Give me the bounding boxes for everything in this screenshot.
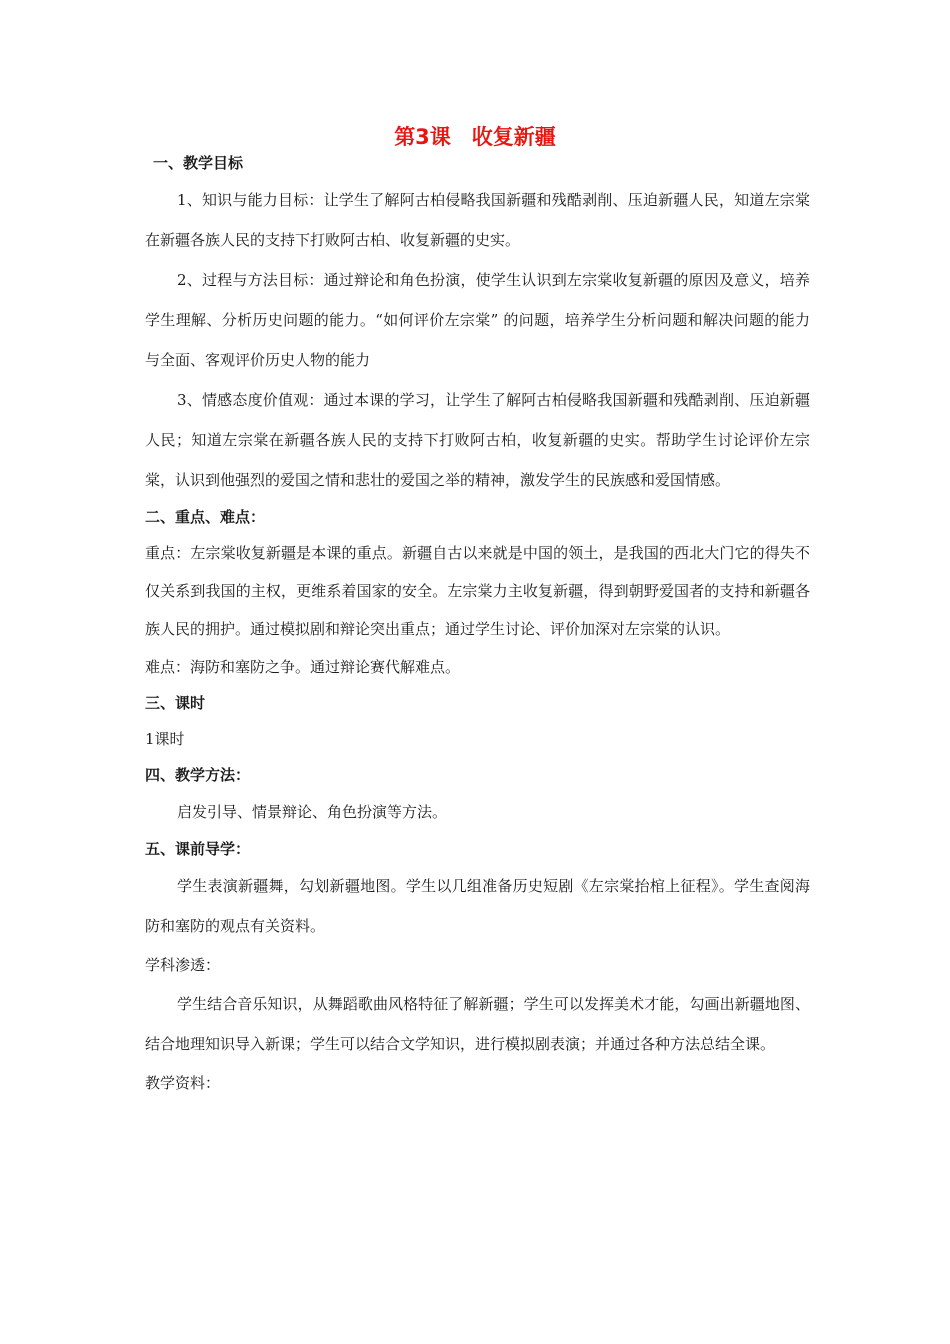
methods-paragraph: 启发引导、情景辩论、角色扮演等方法。 (177, 803, 448, 821)
key-point-paragraph: 重点：左宗棠收复新疆是本课的重点。新疆自古以来就是中国的领土，是我国的西北大门它的得失不仅关系到我国的主权，更维系着国家的安全。左宗棠力主收复新疆，得到朝野爱国者的支持和新疆各族人民的拥护。通过模拟剧和辩论突出重点；通过学生讨论、评价加深对左宗棠的认识。 (145, 544, 810, 638)
objective-knowledge: 1、知识与能力目标：让学生了解阿古柏侵略我国新疆和残酷剥削、压迫新疆人民，知道左宗棠在新疆各族人民的支持下打败阿古柏、收复新疆的史实。 (145, 191, 810, 249)
subject-integration-label: 学科渗透： (145, 956, 221, 974)
teaching-materials-label: 教学资料： (145, 1074, 221, 1092)
objective-values: 3、情感态度价值观：通过本课的学习，让学生了解阿古柏侵略我国新疆和残酷剥削、压迫新疆人民；知道左宗棠在新疆各族人民的支持下打败阿古柏，收复新疆的史实。帮助学生讨论评价左宗棠，认识到他强烈的爱国之情和悲壮的爱国之举的精神，激发学生的民族感和爱国情感。 (145, 391, 810, 489)
lesson-title: 第3课 收复新疆 (394, 125, 556, 149)
preview-paragraph: 学生表演新疆舞，勾划新疆地图。学生以几组准备历史短剧《左宗棠抬棺上征程》。学生查阅海防和塞防的观点有关资料。 (145, 877, 810, 935)
section-heading-objectives: 一、教学目标 (153, 154, 244, 172)
difficulty-paragraph: 难点：海防和塞防之争。通过辩论赛代解难点。 (145, 658, 461, 676)
class-hours-value: 1课时 (145, 730, 185, 748)
document-body (145, 146, 810, 1102)
section-heading-preview: 五、课前导学： (145, 840, 251, 858)
section-heading-class-hours: 三、课时 (145, 694, 206, 712)
section-heading-methods: 四、教学方法： (145, 766, 251, 784)
objective-process: 2、过程与方法目标：通过辩论和角色扮演，使学生认识到左宗棠收复新疆的原因及意义，培养学生理解、分析历史问题的能力。“如何评价左宗棠” 的问题，培养学生分析问题和解决问题的能力与全面、客观评价历史人物的能力 (145, 271, 810, 369)
subject-integration-paragraph: 学生结合音乐知识，从舞蹈歌曲风格特征了解新疆；学生可以发挥美术才能，勾画出新疆地图、结合地理知识导入新课；学生可以结合文学知识，进行模拟剧表演；并通过各种方法总结全课。 (145, 995, 810, 1053)
section-heading-key-points: 二、重点、难点： (145, 508, 266, 526)
